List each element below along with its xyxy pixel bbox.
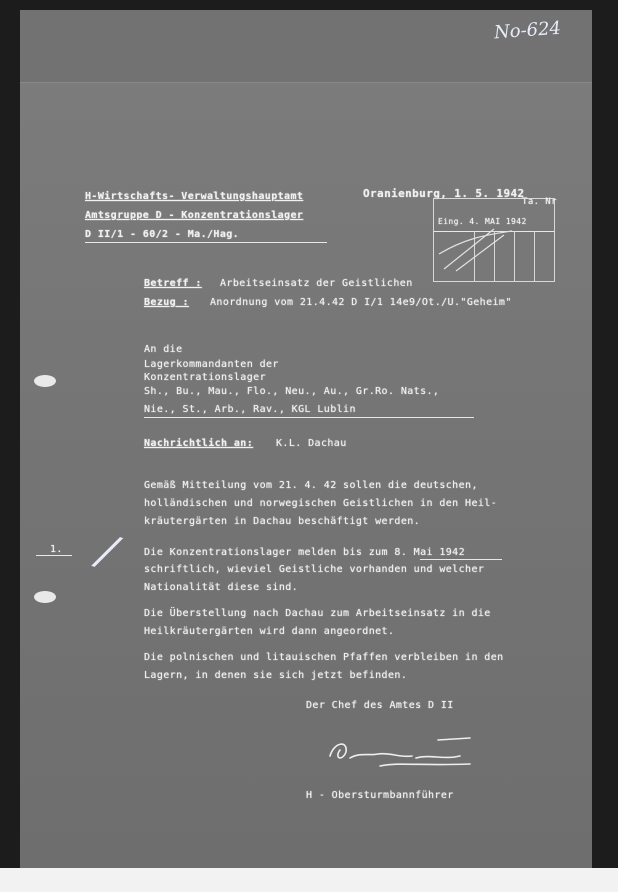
- archive-number: No-624: [493, 17, 562, 44]
- file-reference: D II/1 - 60/2 - Ma./Hag.: [85, 229, 240, 240]
- recipient-line3: Konzentrationslager: [144, 372, 266, 383]
- reference-label: Bezug :: [144, 297, 189, 308]
- body-p4-line2: Lagern, in denen sie sich jetzt befinden.: [144, 670, 408, 681]
- stamp-top-text: Ta. Nr: [522, 197, 557, 207]
- letterhead-line2: Amtsgruppe D - Konzentrationslager: [85, 210, 304, 221]
- body-p4-line1: Die polnischen und litauischen Pfaffen verbleiben in den: [144, 652, 504, 663]
- punch-hole-bottom: [34, 591, 56, 603]
- subject-text: Arbeitseinsatz der Geistlichen: [220, 278, 413, 289]
- margin-handwritten-mark: /: [92, 524, 123, 579]
- recipient-line5: Nie., St., Arb., Rav., KGL Lublin: [144, 404, 356, 415]
- body-p2-line3: Nationalität diese sind.: [144, 582, 299, 593]
- letterhead-line1: H-Wirtschafts- Verwaltungshauptamt: [85, 191, 304, 202]
- closing-office: Der Chef des Amtes D II: [306, 700, 454, 711]
- recipient-line2: Lagerkommandanten der: [144, 359, 279, 370]
- margin-mark: 1.: [50, 544, 63, 555]
- cc-label: Nachrichtlich an:: [144, 438, 254, 449]
- recipient-line1: An die: [144, 344, 183, 355]
- body-p2-line1: Die Konzentrationslager melden bis zum 8. Mai 1942: [144, 547, 466, 558]
- cc-text: K.L. Dachau: [276, 438, 347, 449]
- reference-underline: [85, 242, 327, 243]
- receipt-stamp: [433, 198, 555, 282]
- reference-text: Anordnung vom 21.4.42 D I/1 14e9/Ot./U."Geheim": [210, 297, 512, 308]
- punch-hole-top: [34, 375, 56, 387]
- subject-label: Betreff :: [144, 278, 202, 289]
- signature-icon: [320, 726, 490, 776]
- recipient-line4: Sh., Bu., Mau., Flo., Neu., Au., Gr.Ro. Nats.,: [144, 386, 440, 397]
- closing-rank: H - Obersturmbannführer: [306, 790, 454, 801]
- place-date: Oranienburg, 1. 5. 1942: [363, 187, 525, 200]
- document-sheet: [20, 10, 592, 868]
- body-p1-line1: Gemäß Mitteilung vom 21. 4. 42 sollen die deutschen,: [144, 480, 478, 491]
- body-p2-line2: schriftlich, wieviel Geistliche vorhanden und welcher: [144, 564, 485, 575]
- stamp-scribble-icon: [434, 199, 554, 281]
- recipient-underline: [144, 417, 474, 418]
- deadline-underline: [420, 559, 502, 560]
- margin-mark-underline: [36, 555, 72, 556]
- scan-border: [0, 868, 618, 892]
- body-p1-line2: holländischen und norwegischen Geistlichen in den Heil-: [144, 498, 498, 509]
- stamp-date-text: Eing. 4. MAI 1942: [438, 217, 527, 226]
- body-p1-line3: kräutergärten in Dachau beschäftigt werden.: [144, 516, 421, 527]
- body-p3-line1: Die Überstellung nach Dachau zum Arbeitseinsatz in die: [144, 608, 491, 619]
- body-p3-line2: Heilkräutergärten wird dann angeordnet.: [144, 626, 395, 637]
